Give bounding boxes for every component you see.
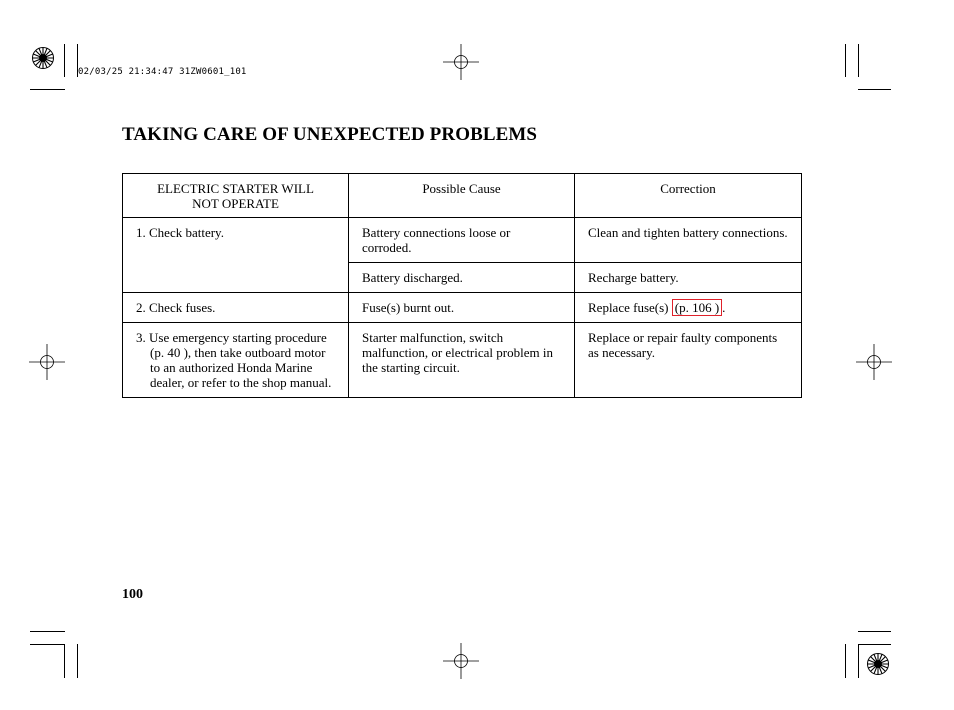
crop-mark: [858, 44, 859, 77]
crop-mark: [858, 644, 891, 645]
cause-cell: Fuse(s) burnt out.: [349, 293, 575, 323]
correction-text: Replace fuse(s): [588, 300, 672, 315]
step-text: 3. Use emergency starting procedure (p. 40 ), then take outboard motor to an authorized Honda Marine dealer, or refer to the shop manual.: [136, 330, 332, 390]
table-header-row: [123, 174, 802, 218]
crop-mark: [30, 89, 65, 90]
cause-cell: Starter malfunction, switch malfunction, or electrical problem in the starting circuit.: [349, 323, 575, 398]
correction-cell: Clean and tighten battery connections.: [575, 218, 802, 263]
crop-mark: [858, 89, 891, 90]
correction-cell: Replace or repair faulty components as necessary.: [575, 323, 802, 398]
crop-mark: [858, 631, 891, 632]
crosshair-mark-icon: [443, 643, 479, 679]
page-number: 100: [122, 587, 143, 602]
crop-mark: [64, 644, 65, 678]
correction-cell: [575, 293, 802, 323]
print-stamp: 02/03/25 21:34:47 31ZW0601_101: [78, 67, 247, 77]
correction-suffix: .: [722, 300, 726, 315]
crop-mark: [77, 644, 78, 678]
troubleshooting-table: [122, 173, 802, 398]
crop-mark: [845, 44, 846, 77]
header-possible-cause: Possible Cause: [349, 174, 575, 218]
table-row: [123, 218, 802, 263]
crop-mark: [845, 644, 846, 678]
crop-mark: [30, 631, 65, 632]
page-title: TAKING CARE OF UNEXPECTED PROBLEMS: [122, 124, 538, 145]
registration-target-icon: [31, 46, 55, 70]
crop-mark: [64, 44, 65, 77]
table-row: [123, 323, 802, 398]
correction-cell: Recharge battery.: [575, 263, 802, 293]
page-reference-link[interactable]: (p. 106 ): [672, 299, 722, 316]
table-row: [123, 293, 802, 323]
registration-target-icon: [866, 652, 890, 676]
step-text: 1. Check battery.: [136, 225, 224, 240]
crosshair-mark-icon: [856, 344, 892, 380]
step-cell: [123, 323, 349, 398]
crosshair-mark-icon: [29, 344, 65, 380]
step-cell: [123, 293, 349, 323]
crop-mark: [858, 644, 859, 678]
header-symptom: ELECTRIC STARTER WILL NOT OPERATE: [123, 174, 349, 218]
crop-mark: [30, 644, 65, 645]
step-text: 2. Check fuses.: [136, 300, 216, 315]
cause-cell: Battery connections loose or corroded.: [349, 218, 575, 263]
crosshair-mark-icon: [443, 44, 479, 80]
step-cell: [123, 218, 349, 293]
cause-cell: Battery discharged.: [349, 263, 575, 293]
header-correction: Correction: [575, 174, 802, 218]
